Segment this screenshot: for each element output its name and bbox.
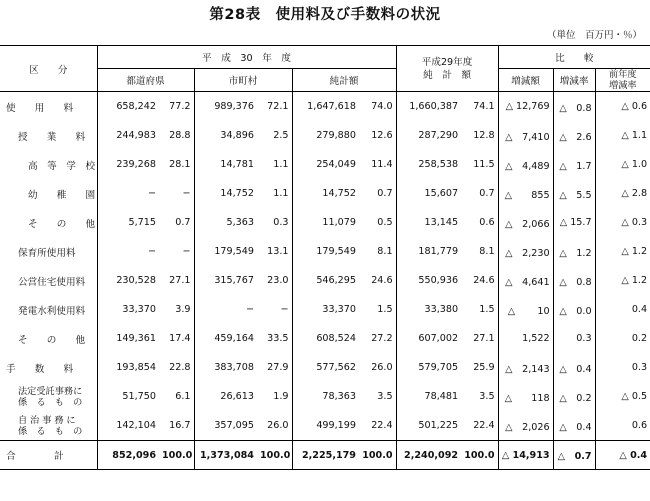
cell-net-pct: 74.0 bbox=[371, 101, 393, 112]
cell-rate: △ 0.4 bbox=[553, 411, 595, 441]
cell-rate: △ 0.0 bbox=[553, 295, 595, 324]
cell-prev-rate: △ 1.2 bbox=[595, 237, 650, 266]
cell-muni-pct: 33.5 bbox=[267, 333, 289, 344]
table-row bbox=[0, 382, 650, 411]
cell-pref: 51,750 bbox=[97, 382, 159, 411]
table-row bbox=[0, 208, 650, 237]
table-row bbox=[0, 92, 650, 122]
cell-prev-pct: 27.1 bbox=[473, 333, 495, 344]
header-row-2 bbox=[0, 69, 650, 92]
cell-prev-rate: △ 0.6 bbox=[595, 92, 650, 122]
cell-prev-pct: 11.5 bbox=[473, 159, 495, 170]
table-row bbox=[0, 237, 650, 266]
row-label: 公営住宅使用料 bbox=[18, 276, 86, 288]
cell-net-pct: 1.5 bbox=[377, 304, 393, 315]
table-row bbox=[0, 121, 650, 150]
cell-net-pct: 0.5 bbox=[377, 217, 393, 228]
cell-rate: △ 0.2 bbox=[553, 382, 595, 411]
cell-net: 33,370 bbox=[292, 295, 359, 324]
cell-diff: △ 12,769 bbox=[498, 92, 553, 122]
cell-prev-rate: 0.6 bbox=[595, 411, 650, 441]
cell-net-pct: 8.1 bbox=[377, 246, 393, 257]
cell-prev-pct: 22.4 bbox=[473, 420, 495, 431]
cell-prev-rate: △ 0.5 bbox=[595, 382, 650, 411]
row-label: 高 等 学 校 bbox=[28, 160, 96, 172]
cell-pref: 193,854 bbox=[97, 353, 159, 382]
cell-muni: 34,896 bbox=[194, 121, 257, 150]
cell-rate: △ 1.7 bbox=[553, 150, 595, 179]
cell-diff: △ 4,641 bbox=[498, 266, 553, 295]
cell-muni-pct: 26.0 bbox=[267, 420, 289, 431]
row-label: そ の 他 bbox=[28, 218, 96, 230]
cell-net-pct: 12.6 bbox=[371, 130, 393, 141]
cell-net-pct: 0.7 bbox=[377, 188, 393, 199]
row-label bbox=[0, 411, 97, 441]
row-label bbox=[0, 382, 97, 411]
row-label: 発電水利使用料 bbox=[18, 305, 86, 317]
header-shichoson: 市町村 bbox=[194, 69, 292, 92]
cell-net: 14,752 bbox=[292, 179, 359, 208]
cell-net: 577,562 bbox=[292, 353, 359, 382]
table-row bbox=[0, 353, 650, 382]
cell-pref-pct: 27.1 bbox=[169, 275, 191, 286]
cell-pref-pct: 28.8 bbox=[169, 130, 191, 141]
cell-muni: 459,164 bbox=[194, 324, 257, 353]
cell-net-pct: 27.2 bbox=[371, 333, 393, 344]
cell-prev-pct: 12.8 bbox=[473, 130, 495, 141]
cell-net-pct: 26.0 bbox=[371, 362, 393, 373]
cell-prev: 78,481 bbox=[396, 382, 461, 411]
cell-diff: △ 4,489 bbox=[498, 150, 553, 179]
cell-rate: △ 0.8 bbox=[553, 266, 595, 295]
cell-pref: − bbox=[97, 179, 159, 208]
cell-muni: 26,613 bbox=[194, 382, 257, 411]
header-hikaku: 比 較 bbox=[498, 46, 650, 69]
cell-prev-rate: △ 1.2 bbox=[595, 266, 650, 295]
cell-prev-pct: 1.5 bbox=[479, 304, 495, 315]
cell-rate: 0.3 bbox=[553, 324, 595, 353]
cell-muni-pct: 2.5 bbox=[273, 130, 289, 141]
cell-rate: △ 5.5 bbox=[553, 179, 595, 208]
cell-rate: △ 0.4 bbox=[553, 353, 595, 382]
total-muni-pct: 100.0 bbox=[257, 441, 292, 470]
cell-diff: △ 118 bbox=[498, 382, 553, 411]
table-row bbox=[0, 295, 650, 324]
cell-net: 279,880 bbox=[292, 121, 359, 150]
cell-muni: 383,708 bbox=[194, 353, 257, 382]
cell-prev-pct: 0.6 bbox=[479, 217, 495, 228]
cell-prev-rate: △ 1.1 bbox=[595, 121, 650, 150]
row-label: 保育所使用料 bbox=[18, 247, 76, 259]
cell-pref-pct: 22.8 bbox=[169, 362, 191, 373]
cell-pref: 658,242 bbox=[97, 92, 159, 122]
cell-pref-pct: − bbox=[182, 246, 191, 257]
total-net-pct: 100.0 bbox=[359, 441, 396, 470]
cell-pref: 33,370 bbox=[97, 295, 159, 324]
cell-muni-pct: 0.3 bbox=[273, 217, 289, 228]
cell-pref-pct: 77.2 bbox=[169, 101, 191, 112]
total-pref-pct: 100.0 bbox=[159, 441, 194, 470]
cell-net: 78,363 bbox=[292, 382, 359, 411]
row-label-line1: 法定受託事務に bbox=[18, 385, 83, 397]
cell-muni-pct: 13.1 bbox=[267, 246, 289, 257]
row-label: 授 業 料 bbox=[18, 131, 86, 143]
cell-prev: 501,225 bbox=[396, 411, 461, 441]
cell-pref: 149,361 bbox=[97, 324, 159, 353]
cell-prev-pct: 8.1 bbox=[479, 246, 495, 257]
cell-net: 254,049 bbox=[292, 150, 359, 179]
cell-pref-pct: 28.1 bbox=[169, 159, 191, 170]
header-zennendo-line1: 前年度 bbox=[609, 69, 637, 80]
cell-net-pct: 24.6 bbox=[371, 275, 393, 286]
cell-pref: 230,528 bbox=[97, 266, 159, 295]
cell-diff: △ 2,143 bbox=[498, 353, 553, 382]
cell-prev: 550,936 bbox=[396, 266, 461, 295]
cell-prev: 15,607 bbox=[396, 179, 461, 208]
cell-net: 499,199 bbox=[292, 411, 359, 441]
cell-prev-rate: △ 0.3 bbox=[595, 208, 650, 237]
unit-note: （単位 百万円・％） bbox=[546, 30, 642, 41]
cell-rate: △ 0.8 bbox=[553, 92, 595, 122]
cell-pref: − bbox=[97, 237, 159, 266]
table-row bbox=[0, 411, 650, 441]
header-heisei29 bbox=[396, 46, 498, 92]
cell-muni: 14,781 bbox=[194, 150, 257, 179]
cell-net: 1,647,618 bbox=[292, 92, 359, 122]
cell-prev-pct: 74.1 bbox=[473, 101, 495, 112]
header-heisei29-line1: 平成29年度 bbox=[421, 56, 473, 68]
table-body bbox=[0, 92, 650, 441]
cell-pref-pct: 3.9 bbox=[175, 304, 191, 315]
cell-muni-pct: 27.9 bbox=[267, 362, 289, 373]
cell-muni-pct: 1.1 bbox=[273, 159, 289, 170]
cell-net-pct: 11.4 bbox=[371, 159, 393, 170]
cell-muni: − bbox=[194, 295, 257, 324]
cell-prev: 607,002 bbox=[396, 324, 461, 353]
cell-pref-pct: 17.4 bbox=[169, 333, 191, 344]
header-heisei30: 平 成 30 年 度 bbox=[97, 46, 396, 69]
cell-prev-rate: 0.3 bbox=[595, 353, 650, 382]
cell-prev: 579,705 bbox=[396, 353, 461, 382]
cell-muni-pct: 1.1 bbox=[273, 188, 289, 199]
cell-prev-rate: 0.4 bbox=[595, 295, 650, 324]
cell-muni: 357,095 bbox=[194, 411, 257, 441]
total-prev: 2,240,092 bbox=[396, 441, 461, 470]
row-label-line2: 係 る も の bbox=[18, 425, 83, 437]
cell-prev-pct: 24.6 bbox=[473, 275, 495, 286]
cell-muni-pct: − bbox=[280, 304, 289, 315]
table-row bbox=[0, 266, 650, 295]
total-row bbox=[0, 441, 650, 470]
cell-net-pct: 3.5 bbox=[377, 391, 393, 402]
page-title: 第28表 使用料及び手数料の状況 bbox=[209, 7, 441, 23]
cell-diff: △ 2,230 bbox=[498, 237, 553, 266]
header-zougenritsu: 増減率 bbox=[553, 69, 595, 92]
cell-prev: 258,538 bbox=[396, 150, 461, 179]
cell-pref-pct: 6.1 bbox=[175, 391, 191, 402]
cell-muni: 989,376 bbox=[194, 92, 257, 122]
cell-net: 11,079 bbox=[292, 208, 359, 237]
row-label-line2: 係 る も の bbox=[18, 396, 83, 408]
total-prev-rate: △ 0.4 bbox=[595, 441, 650, 470]
total-label: 合 計 bbox=[0, 441, 97, 470]
table-row bbox=[0, 324, 650, 353]
total-muni: 1,373,084 bbox=[194, 441, 257, 470]
cell-muni-pct: 1.9 bbox=[273, 391, 289, 402]
cell-rate: △ 1.2 bbox=[553, 237, 595, 266]
header-kubun: 区 分 bbox=[0, 46, 97, 92]
total-net: 2,225,179 bbox=[292, 441, 359, 470]
table-row bbox=[0, 150, 650, 179]
cell-net: 608,524 bbox=[292, 324, 359, 353]
header-zougengaku: 増減額 bbox=[498, 69, 553, 92]
cell-rate: △ 2.6 bbox=[553, 121, 595, 150]
header-zennendo-line2: 増減率 bbox=[609, 80, 637, 91]
cell-net-pct: 22.4 bbox=[371, 420, 393, 431]
total-rate: △ 0.7 bbox=[553, 441, 595, 470]
row-label-line1: 自 治 事 務 に bbox=[18, 414, 76, 426]
cell-rate: △ 15.7 bbox=[553, 208, 595, 237]
cell-muni: 14,752 bbox=[194, 179, 257, 208]
cell-pref: 244,983 bbox=[97, 121, 159, 150]
cell-diff: △ 10 bbox=[498, 295, 553, 324]
cell-pref-pct: 16.7 bbox=[169, 420, 191, 431]
cell-diff: △ 7,410 bbox=[498, 121, 553, 150]
cell-prev-pct: 0.7 bbox=[479, 188, 495, 199]
cell-prev-rate: △ 2.8 bbox=[595, 179, 650, 208]
cell-pref: 5,715 bbox=[97, 208, 159, 237]
header-row-1 bbox=[0, 46, 650, 69]
cell-muni-pct: 72.1 bbox=[267, 101, 289, 112]
cell-prev-pct: 3.5 bbox=[479, 391, 495, 402]
cell-pref: 142,104 bbox=[97, 411, 159, 441]
cell-muni: 5,363 bbox=[194, 208, 257, 237]
table-row bbox=[0, 179, 650, 208]
cell-diff: △ 2,066 bbox=[498, 208, 553, 237]
cell-prev: 1,660,387 bbox=[396, 92, 461, 122]
header-heisei29-line2: 純 計 額 bbox=[423, 69, 472, 81]
total-prev-pct: 100.0 bbox=[461, 441, 498, 470]
header-todofuken: 都道府県 bbox=[97, 69, 194, 92]
header-zennendo bbox=[595, 69, 650, 92]
cell-prev: 181,779 bbox=[396, 237, 461, 266]
row-label: 幼 稚 園 bbox=[28, 189, 96, 201]
row-label: 使 用 料 bbox=[6, 102, 74, 114]
cell-diff: △ 855 bbox=[498, 179, 553, 208]
row-label: そ の 他 bbox=[18, 334, 86, 346]
cell-pref-pct: − bbox=[182, 188, 191, 199]
cell-prev-rate: 0.2 bbox=[595, 324, 650, 353]
cell-prev-pct: 25.9 bbox=[473, 362, 495, 373]
cell-diff: 1,522 bbox=[498, 324, 553, 353]
cell-muni-pct: 23.0 bbox=[267, 275, 289, 286]
cell-pref-pct: 0.7 bbox=[175, 217, 191, 228]
cell-muni: 315,767 bbox=[194, 266, 257, 295]
cell-diff: △ 2,026 bbox=[498, 411, 553, 441]
fees-table bbox=[0, 45, 650, 470]
header-junkeigaku: 純計額 bbox=[292, 69, 396, 92]
cell-prev: 287,290 bbox=[396, 121, 461, 150]
total-pref: 852,096 bbox=[97, 441, 159, 470]
cell-prev-rate: △ 1.0 bbox=[595, 150, 650, 179]
cell-prev: 33,380 bbox=[396, 295, 461, 324]
cell-net: 546,295 bbox=[292, 266, 359, 295]
cell-prev: 13,145 bbox=[396, 208, 461, 237]
total-diff: △ 14,913 bbox=[498, 441, 553, 470]
cell-pref: 239,268 bbox=[97, 150, 159, 179]
row-label: 手 数 料 bbox=[6, 363, 74, 375]
cell-muni: 179,549 bbox=[194, 237, 257, 266]
cell-net: 179,549 bbox=[292, 237, 359, 266]
